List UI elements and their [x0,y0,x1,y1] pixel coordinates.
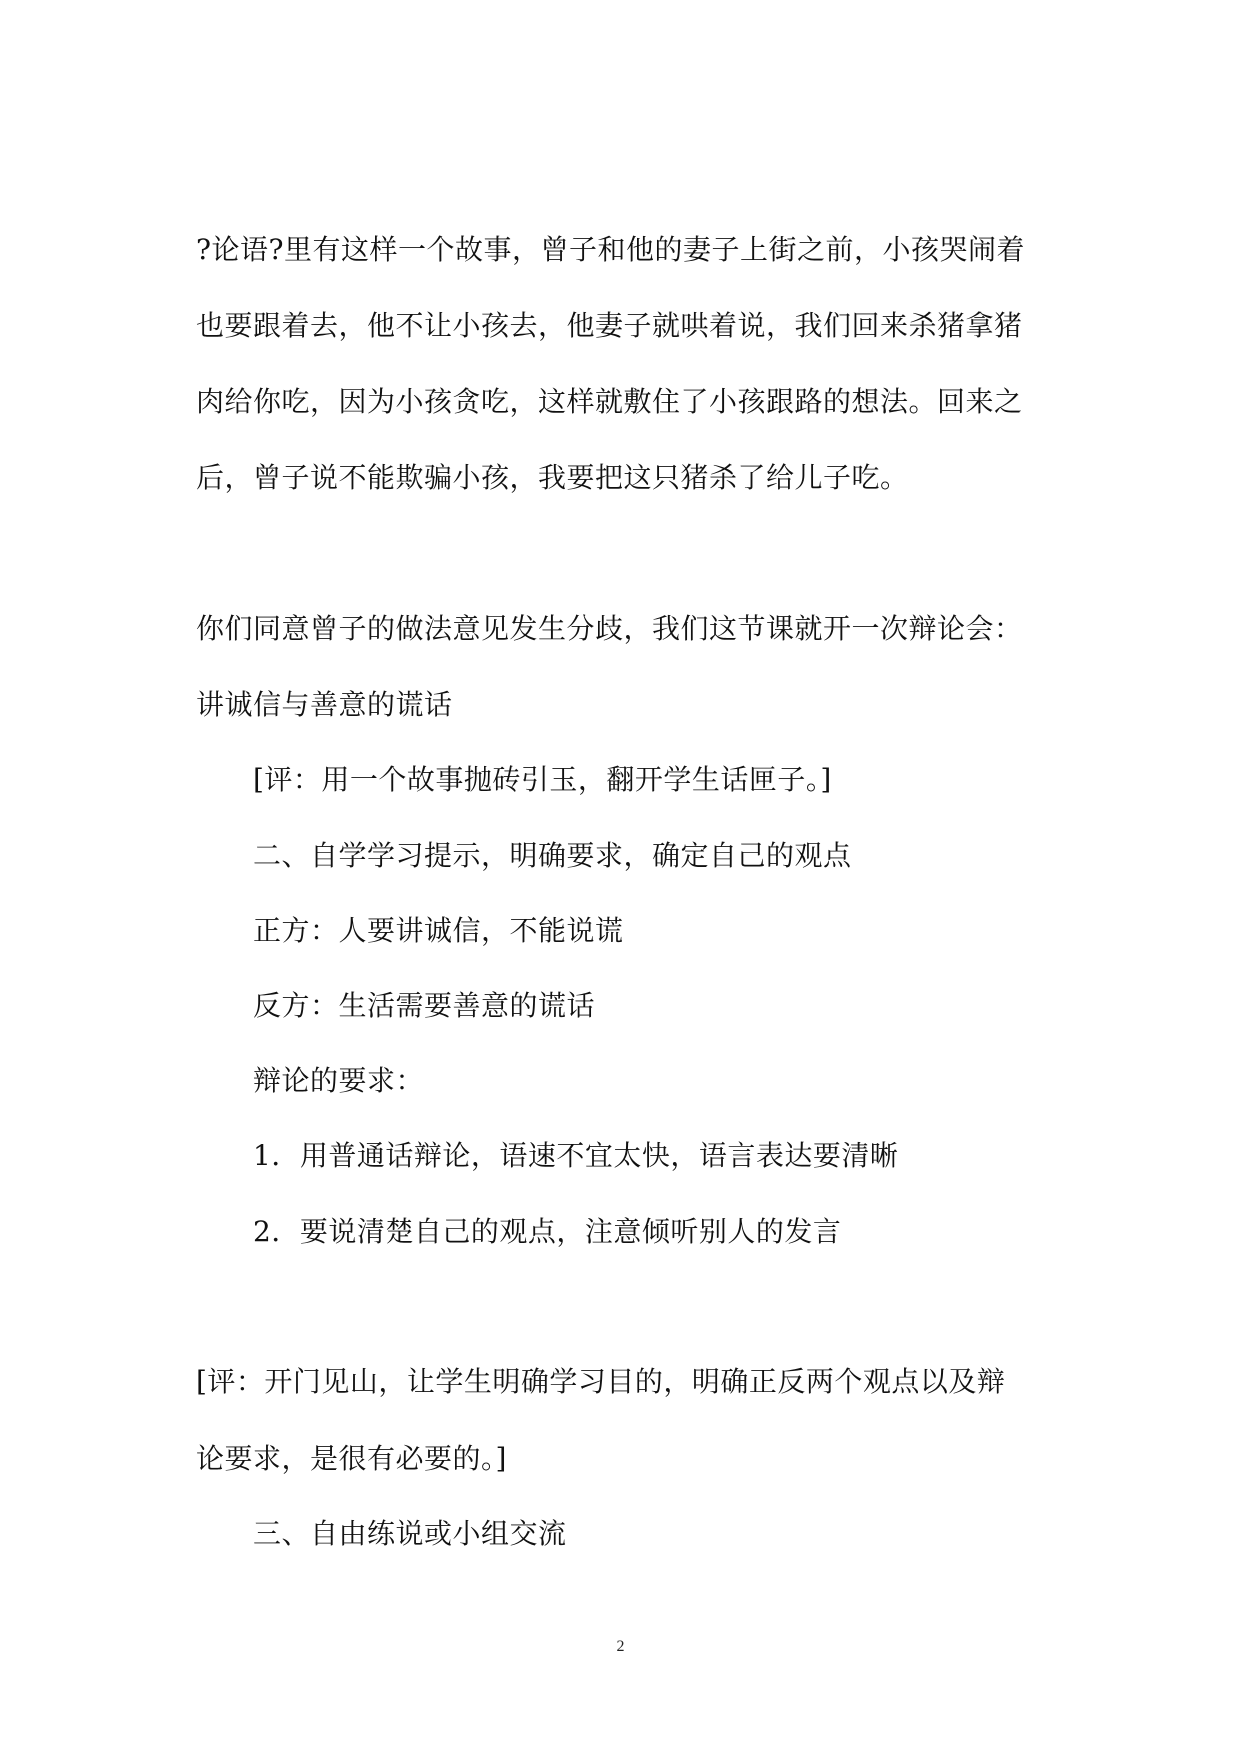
paragraph-line: 肉给你吃，因为小孩贪吃，这样就敷住了小孩跟路的想法。回来之 [196,385,1023,418]
comment-line: [评：用一个故事抛砖引玉，翻开学生话匣子。] [253,763,832,796]
comment-line: [评：开门见山，让学生明确学习目的，明确正反两个观点以及辩 [196,1365,1006,1398]
paragraph-line: 你们同意曾子的做法意见发生分歧，我们这节课就开一次辩论会： [196,612,1023,645]
paragraph-line: 后，曾子说不能欺骗小孩，我要把这只猪杀了给儿子吃。 [196,461,909,494]
requirements-heading: 辩论的要求： [253,1064,425,1097]
section-heading: 二、自学学习提示，明确要求，确定自己的观点 [253,839,852,872]
paragraph-line: 也要跟着去，他不让小孩去，他妻子就哄着说，我们回来杀猪拿猪 [196,309,1023,342]
affirmative-position: 正方：人要讲诚信，不能说谎 [253,914,624,947]
negative-position: 反方：生活需要善意的谎话 [253,989,596,1022]
page-number: 2 [616,1638,625,1655]
requirement-item: 1．用普通话辩论，语速不宜太快，语言表达要清晰 [253,1139,899,1172]
section-heading: 三、自由练说或小组交流 [253,1517,567,1550]
paragraph-line: 讲诚信与善意的谎话 [196,688,453,721]
comment-line: 论要求，是很有必要的。] [196,1442,507,1475]
paragraph-line: ?论语?里有这样一个故事，曾子和他的妻子上街之前，小孩哭闹着 [196,233,1026,266]
requirement-item: 2．要说清楚自己的观点，注意倾听别人的发言 [253,1215,842,1248]
